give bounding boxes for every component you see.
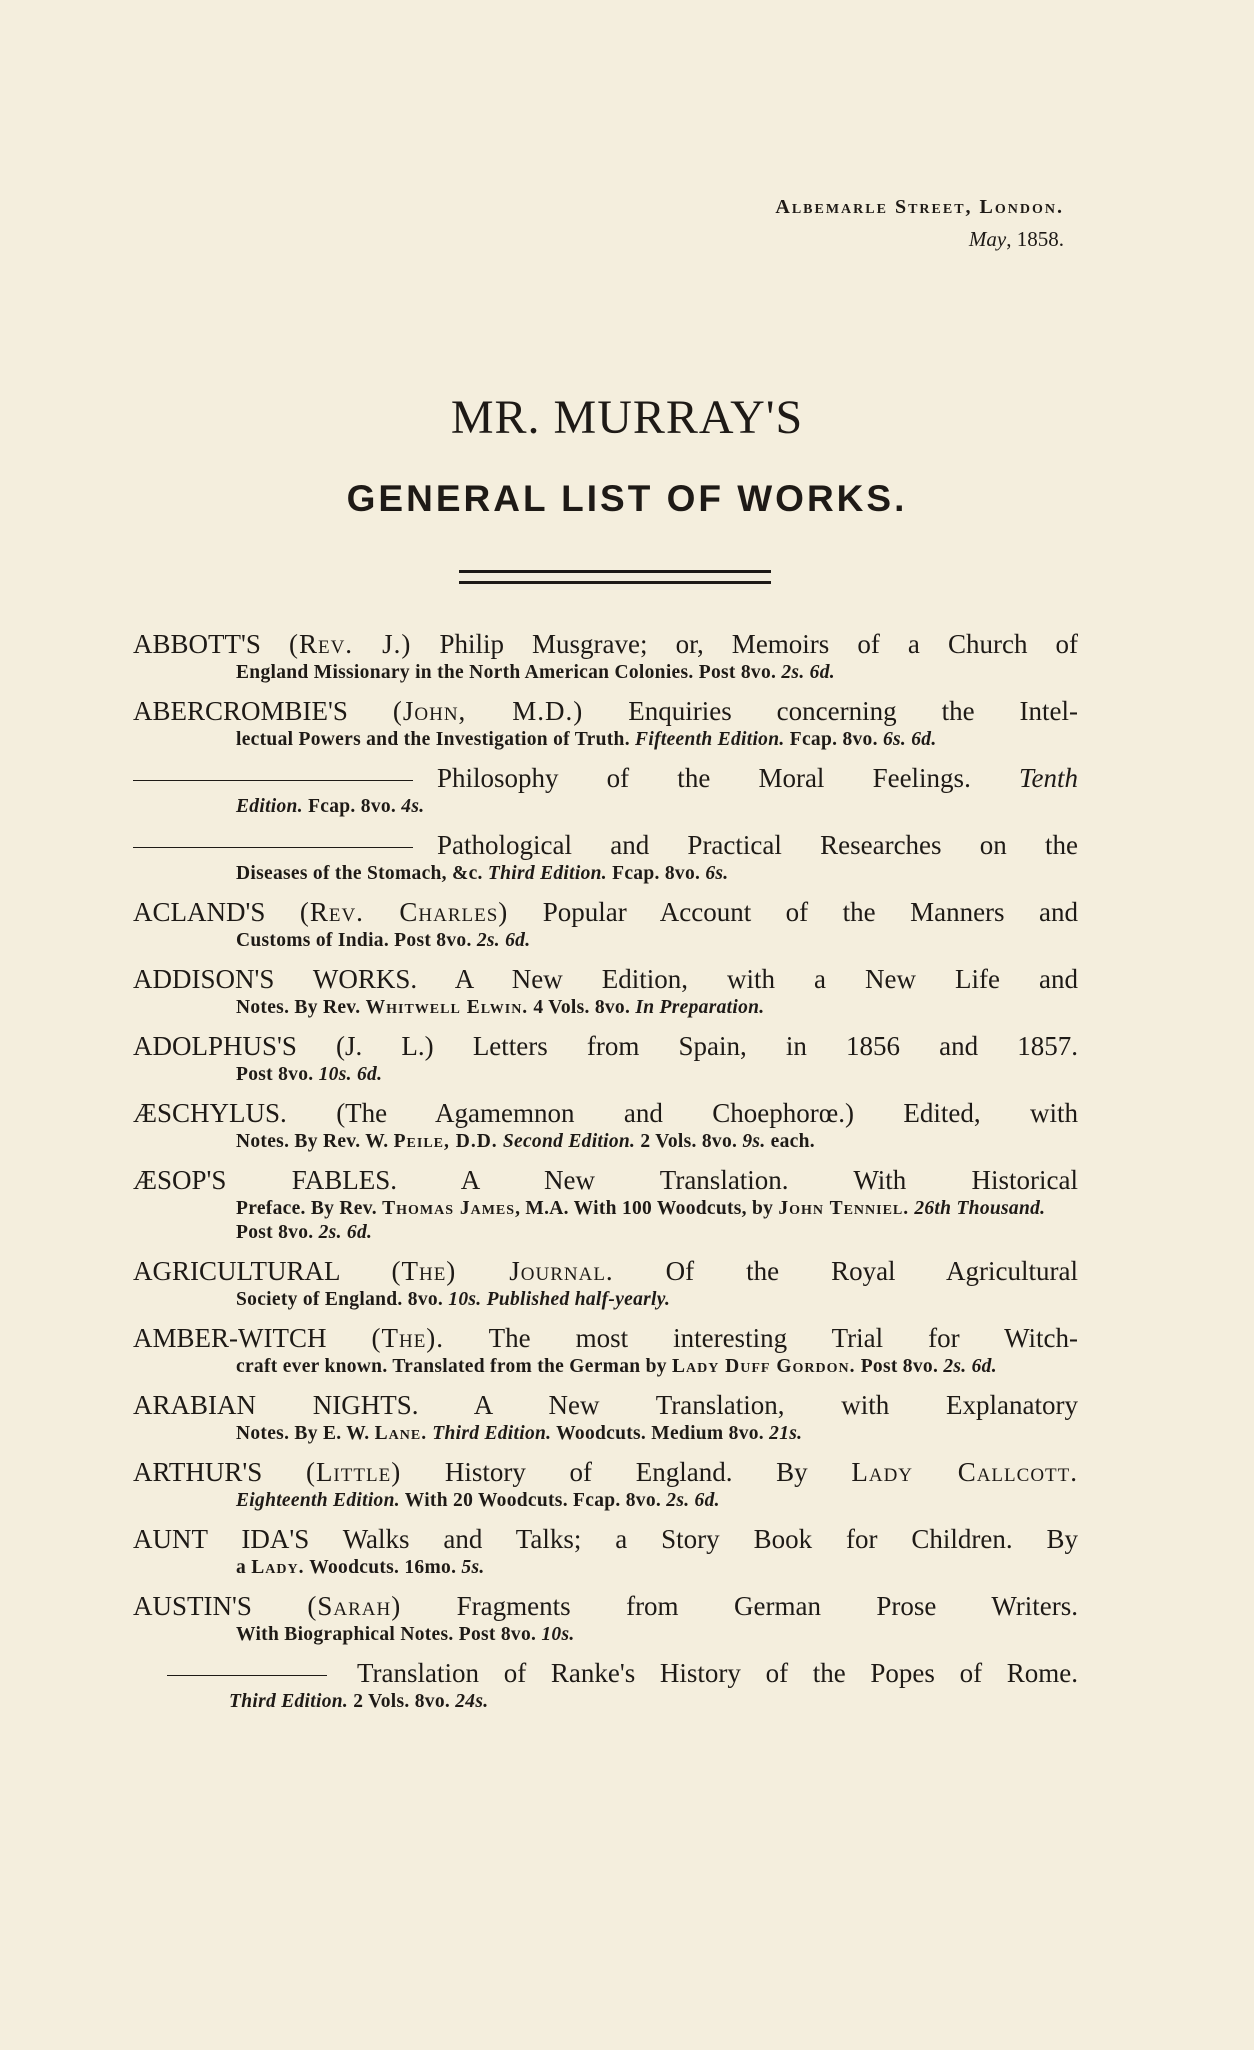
entry-details: With Biographical Notes. Post 8vo. 10s. — [236, 1624, 575, 1645]
ditto-dash — [133, 780, 413, 781]
date-year: , 1858. — [1006, 227, 1064, 251]
entry-details: Preface. By Rev. Thomas James, M.A. With 100 Woodcuts, by John Tenniel. 26th Thousand. Post 8vo. 2s. 6d. — [236, 1198, 1046, 1243]
entry-heading: AGRICULTURAL (The) Journal. Of the Royal Agricultural — [133, 1256, 1078, 1286]
double-rule-bottom — [459, 581, 771, 584]
entry-heading: ARTHUR'S (Little) History of England. By Lady Callcott. — [133, 1457, 1078, 1487]
entry-heading: ACLAND'S (Rev. Charles) Popular Account of the Manners and — [133, 897, 1078, 927]
page-subtitle: GENERAL LIST OF WORKS. — [346, 478, 908, 519]
list-item — [133, 963, 1078, 1020]
list-item — [133, 1030, 1078, 1087]
author-name: ÆSOP'S FABLES. — [133, 1165, 397, 1195]
entry-details: Diseases of the Stomach, &c. Third Edition. Fcap. 8vo. 6s. — [236, 863, 729, 884]
list-item — [133, 1097, 1078, 1154]
entry-heading: AUNT IDA'S Walks and Talks; a Story Book for Children. By — [133, 1524, 1078, 1554]
entry-details: Notes. By Rev. W. Peile, D.D. Second Edition. 2 Vols. 8vo. 9s. each. — [236, 1131, 815, 1152]
author-name: ABERCROMBIE'S — [133, 696, 348, 726]
list-item — [133, 1456, 1078, 1513]
works-list — [133, 628, 1078, 1724]
author-name: ADOLPHUS'S — [133, 1031, 297, 1061]
entry-heading: AUSTIN'S (Sarah) Fragments from German Prose Writers. — [133, 1591, 1079, 1621]
entry-heading: ADOLPHUS'S (J. L.) Letters from Spain, in 1856 and 1857. — [133, 1031, 1079, 1061]
entry-heading: ABBOTT'S (Rev. J.) Philip Musgrave; or, Memoirs of a Church of — [133, 629, 1079, 659]
dateline — [775, 192, 1064, 254]
list-item — [133, 1255, 1078, 1312]
publication-date — [775, 224, 1064, 254]
page-title: MR. MURRAY'S — [450, 391, 804, 444]
entry-details: Society of England. 8vo. 10s. Published half-yearly. — [236, 1289, 671, 1310]
entry-details: lectual Powers and the Investigation of Truth. Fifteenth Edition. Fcap. 8vo. 6s. 6d. — [236, 729, 937, 750]
author-name: ABBOTT'S — [133, 629, 261, 659]
entry-details: Notes. By Rev. Whitwell Elwin. 4 Vols. 8vo. In Preparation. — [236, 997, 765, 1018]
author-name: AUNT IDA'S — [133, 1524, 310, 1554]
entry-heading: ADDISON'S WORKS. A New Edition, with a New Life and — [133, 964, 1078, 994]
list-item — [133, 1164, 1078, 1245]
entry-heading: Translation of Ranke's History of the Popes of Rome. — [133, 1657, 1078, 1690]
ditto-dash — [167, 1675, 327, 1676]
author-name: ÆSCHYLUS. — [133, 1098, 287, 1128]
entry-heading: ABERCROMBIE'S (John, M.D.) Enquiries concerning the Intel- — [133, 696, 1078, 726]
entry-heading: ÆSCHYLUS. (The Agamemnon and Choephorœ.) Edited, with — [133, 1098, 1079, 1128]
list-item — [133, 896, 1078, 953]
entry-heading: Philosophy of the Moral Feelings. Tenth — [133, 762, 1078, 795]
ditto-dash — [133, 847, 413, 848]
list-item — [133, 1389, 1078, 1446]
entry-details: England Missionary in the North American Colonies. Post 8vo. 2s. 6d. — [236, 662, 835, 683]
entry-details: a Lady. Woodcuts. 16mo. 5s. — [236, 1557, 485, 1578]
date-month: May — [968, 227, 1007, 251]
author-name: ARABIAN NIGHTS. — [133, 1390, 419, 1420]
list-item — [133, 1590, 1078, 1647]
list-item — [133, 628, 1078, 685]
entry-details: craft ever known. Translated from the German by Lady Duff Gordon. Post 8vo. 2s. 6d. — [236, 1356, 997, 1377]
entry-heading: ÆSOP'S FABLES. A New Translation. With Historical — [133, 1165, 1078, 1195]
entry-details: Customs of India. Post 8vo. 2s. 6d. — [236, 930, 531, 951]
author-name: ACLAND'S — [133, 897, 266, 927]
double-rule-top — [459, 570, 771, 573]
list-item — [133, 762, 1078, 819]
author-name: ADDISON'S WORKS. — [133, 964, 418, 994]
entry-heading: AMBER-WITCH (The). The most interesting Trial for Witch- — [133, 1323, 1079, 1353]
entry-details: Eighteenth Edition. With 20 Woodcuts. Fcap. 8vo. 2s. 6d. — [236, 1490, 720, 1511]
entry-heading: ARABIAN NIGHTS. A New Translation, with Explanatory — [133, 1390, 1078, 1420]
entry-heading: Pathological and Practical Researches on the — [133, 829, 1078, 862]
list-item — [133, 1523, 1078, 1580]
author-name: ARTHUR'S — [133, 1457, 263, 1487]
list-item — [133, 1322, 1078, 1379]
list-item — [133, 1657, 1078, 1714]
entry-details: Notes. By E. W. Lane. Third Edition. Woodcuts. Medium 8vo. 21s. — [236, 1423, 803, 1444]
list-item — [133, 695, 1078, 752]
entry-details: Post 8vo. 10s. 6d. — [236, 1064, 383, 1085]
author-name: AGRICULTURAL — [133, 1256, 340, 1286]
entry-details: Third Edition. 2 Vols. 8vo. 24s. — [229, 1691, 489, 1712]
entry-details: Edition. Fcap. 8vo. 4s. — [236, 796, 425, 817]
publisher-address: Albemarle Street, London. — [775, 196, 1064, 218]
list-item — [133, 829, 1078, 886]
author-name: AMBER-WITCH — [133, 1323, 327, 1353]
author-name: AUSTIN'S — [133, 1591, 252, 1621]
